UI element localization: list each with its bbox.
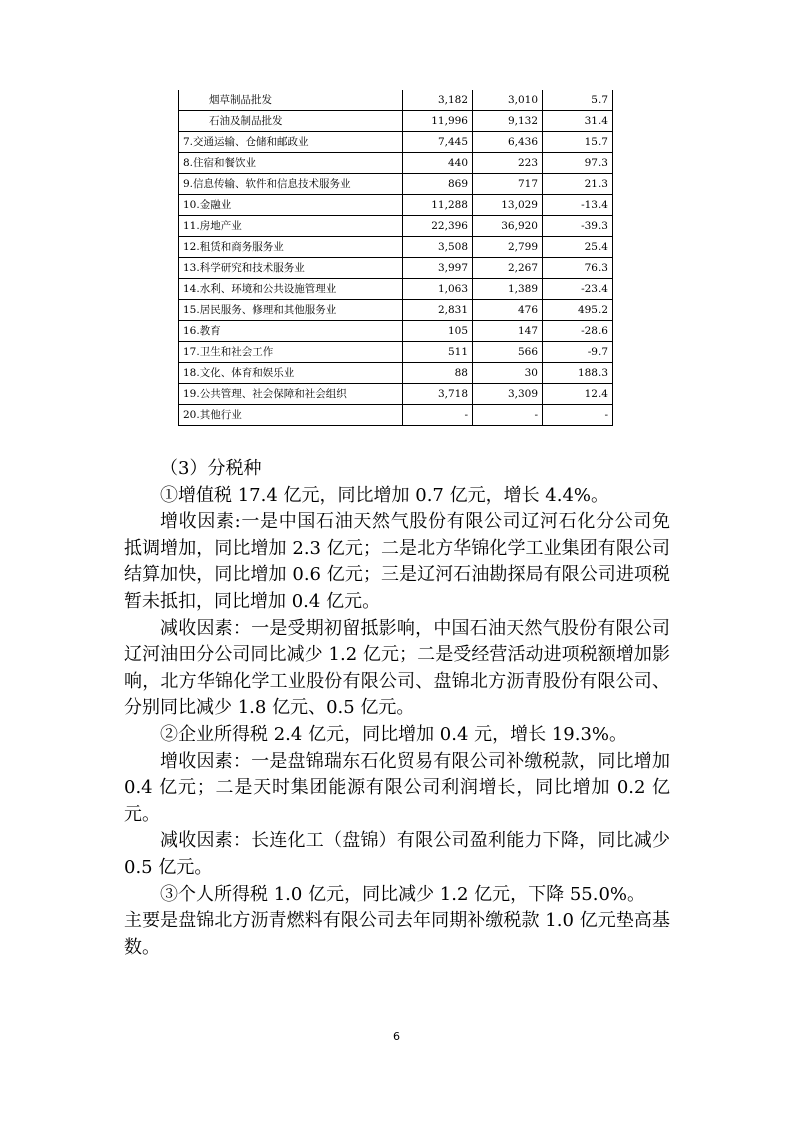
table-row	[179, 384, 613, 405]
corporate-decrease-paragraph: 减收因素：长连化工（盘锦）有限公司盈利能力下降，同比减少 0.5 亿元。	[124, 830, 670, 878]
growth-rate: 31.4	[543, 111, 613, 132]
previous-value: 9,132	[473, 111, 543, 132]
row-label: 18.文化、体育和娱乐业	[179, 363, 403, 384]
previous-value: 1,389	[473, 279, 543, 300]
body-text	[124, 456, 670, 961]
growth-rate: -	[543, 405, 613, 426]
current-value: 22,396	[403, 216, 473, 237]
current-value: 88	[403, 363, 473, 384]
page-number: 6	[393, 1030, 400, 1043]
previous-value: 30	[473, 363, 543, 384]
current-value: 511	[403, 342, 473, 363]
row-label: 烟草制品批发	[179, 90, 403, 111]
previous-value: 566	[473, 342, 543, 363]
table-row	[179, 216, 613, 237]
growth-rate: -39.3	[543, 216, 613, 237]
industry-tax-table	[178, 90, 612, 426]
table-row	[179, 153, 613, 174]
growth-rate: 97.3	[543, 153, 613, 174]
income-tax-paragraph: ③个人所得税 1.0 亿元，同比减少 1.2 亿元，下降 55.0%。	[160, 883, 646, 905]
row-label: 12.租赁和商务服务业	[179, 237, 403, 258]
growth-rate: -13.4	[543, 195, 613, 216]
vat-increase-paragraph: 增收因素:一是中国石油天然气股份有限公司辽河石化分公司免抵调增加，同比增加 2.3 亿元；二是北方华锦化学工业集团有限公司结算加快，同比增加 0.6 亿元；三是辽河石油勘探局有限公司进项税暂未抵扣，同比增加 0.4 亿元。	[124, 511, 670, 612]
previous-value: 223	[473, 153, 543, 174]
row-label: 10.金融业	[179, 195, 403, 216]
growth-rate: 15.7	[543, 132, 613, 153]
row-label: 15.居民服务、修理和其他服务业	[179, 300, 403, 321]
row-label: 9.信息传输、软件和信息技术服务业	[179, 174, 403, 195]
previous-value: 2,799	[473, 237, 543, 258]
income-tax-reason-paragraph: 主要是盘锦北方沥青燃料有限公司去年同期补缴税款 1.0 亿元垫高基数。	[124, 910, 670, 958]
growth-rate: 495.2	[543, 300, 613, 321]
table-row	[179, 321, 613, 342]
row-label: 8.住宿和餐饮业	[179, 153, 403, 174]
previous-value: 3,309	[473, 384, 543, 405]
table-row	[179, 258, 613, 279]
table-row	[179, 279, 613, 300]
row-label: 20.其他行业	[179, 405, 403, 426]
vat-decrease-paragraph: 减收因素：一是受期初留抵影响，中国石油天然气股份有限公司辽河油田分公司同比减少 1.2 亿元；二是受经营活动进项税额增加影响，北方华锦化学工业股份有限公司、盘锦北方沥青股份有限公司、分别同比减少 1.8 亿元、0.5 亿元。	[124, 617, 670, 719]
previous-value: 147	[473, 321, 543, 342]
current-value: 105	[403, 321, 473, 342]
table-body	[179, 90, 613, 426]
row-label: 17.卫生和社会工作	[179, 342, 403, 363]
current-value: 11,288	[403, 195, 473, 216]
table-row	[179, 237, 613, 258]
current-value: 3,508	[403, 237, 473, 258]
growth-rate: -9.7	[543, 342, 613, 363]
table-row	[179, 195, 613, 216]
table-row	[179, 363, 613, 384]
current-value: 3,997	[403, 258, 473, 279]
previous-value: 36,920	[473, 216, 543, 237]
previous-value: 476	[473, 300, 543, 321]
growth-rate: 188.3	[543, 363, 613, 384]
table-row	[179, 342, 613, 363]
current-value: 1,063	[403, 279, 473, 300]
previous-value: 717	[473, 174, 543, 195]
growth-rate: 5.7	[543, 90, 613, 111]
row-label: 16.教育	[179, 321, 403, 342]
row-label: 14.水利、环境和公共设施管理业	[179, 279, 403, 300]
current-value: 3,182	[403, 90, 473, 111]
current-value: 7,445	[403, 132, 473, 153]
table-row	[179, 405, 613, 426]
previous-value: 2,267	[473, 258, 543, 279]
previous-value: 6,436	[473, 132, 543, 153]
current-value: 440	[403, 153, 473, 174]
growth-rate: 21.3	[543, 174, 613, 195]
row-label: 7.交通运输、仓储和邮政业	[179, 132, 403, 153]
row-label: 19.公共管理、社会保障和社会组织	[179, 384, 403, 405]
table-row	[179, 300, 613, 321]
table-row	[179, 111, 613, 132]
section-heading: （3）分税种	[160, 458, 262, 479]
previous-value: -	[473, 405, 543, 426]
data-table	[178, 90, 613, 426]
table-row	[179, 174, 613, 195]
current-value: 11,996	[403, 111, 473, 132]
current-value: 2,831	[403, 300, 473, 321]
row-label: 13.科学研究和技术服务业	[179, 258, 403, 279]
previous-value: 13,029	[473, 195, 543, 216]
table-row	[179, 90, 613, 111]
current-value: 3,718	[403, 384, 473, 405]
growth-rate: -28.6	[543, 321, 613, 342]
current-value: -	[403, 405, 473, 426]
growth-rate: 76.3	[543, 258, 613, 279]
current-value: 869	[403, 174, 473, 195]
table-row	[179, 132, 613, 153]
growth-rate: 25.4	[543, 237, 613, 258]
row-label: 石油及制品批发	[179, 111, 403, 132]
growth-rate: -23.4	[543, 279, 613, 300]
corporate-increase-paragraph: 增收因素：一是盘锦瑞东石化贸易有限公司补缴税款，同比增加 0.4 亿元；二是天时集团能源有限公司利润增长，同比增加 0.2 亿元。	[124, 750, 670, 825]
row-label: 11.房地产业	[179, 216, 403, 237]
vat-paragraph: ①增值税 17.4 亿元，同比增加 0.7 亿元，增长 4.4%。	[160, 484, 610, 506]
growth-rate: 12.4	[543, 384, 613, 405]
corporate-tax-paragraph: ②企业所得税 2.4 亿元，同比增加 0.4 元，增长 19.3%。	[160, 723, 628, 745]
previous-value: 3,010	[473, 90, 543, 111]
